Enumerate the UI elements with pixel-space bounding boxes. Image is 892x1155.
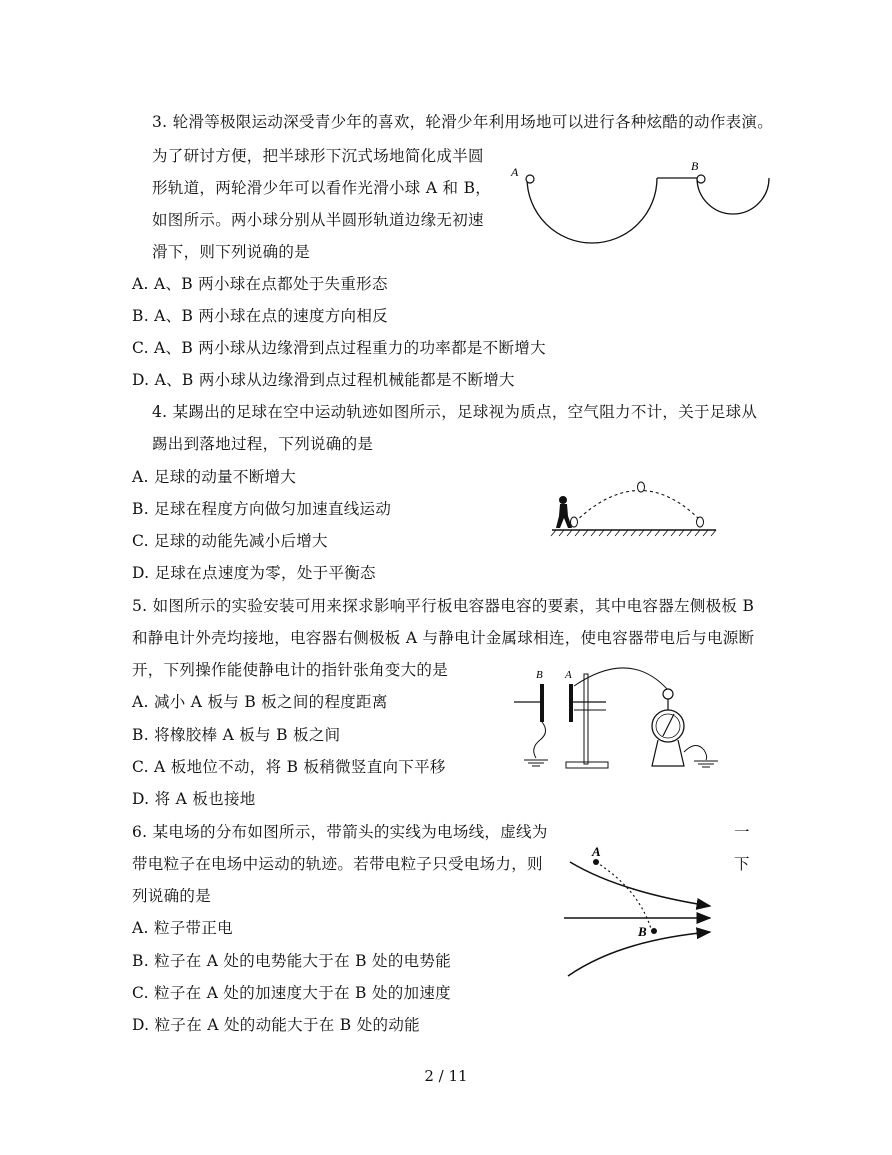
q3-option-b: B. A、B 两小球在点的速度方向相反	[132, 307, 388, 325]
q6-option-a: A. 粒子带正电	[132, 919, 233, 937]
label-b: B	[638, 924, 647, 939]
q3-stem-line2: 为了研讨方便，把半球形下沉式场地简化成半圆	[152, 147, 484, 165]
q4-option-b: B. 足球在程度方向做匀加速直线运动	[132, 500, 392, 518]
q3-option-c: C. A、B 两小球从边缘滑到点过程重力的功率都是不断增大	[132, 339, 546, 357]
label-a: A	[565, 669, 572, 681]
q6-stem-line1: 6. 某电场的分布如图所示，带箭头的实线为电场线，虚线为	[132, 823, 548, 841]
label-b: B	[691, 159, 699, 173]
q3-stem-line3: 形轨道，两轮滑少年可以看作光滑小球 A 和 B，	[152, 179, 492, 197]
q3-option-d: D. A、B 两小球从边缘滑到点过程机械能都是不断增大	[132, 371, 515, 389]
player-figure	[556, 496, 572, 528]
q3-stem-line4: 如图所示。两小球分别从半圆形轨道边缘无初速	[152, 211, 484, 229]
q5-stem-line3: 开，下列操作能使静电计的指针张角变大的是	[132, 661, 449, 679]
q4-option-d: D. 足球在点速度为零，处于平衡态	[132, 564, 376, 582]
q6-stem-line3: 列说确的是	[132, 887, 212, 905]
q5-capacitor-electroscope-figure	[510, 662, 730, 774]
q6-option-d: D. 粒子在 A 处的动能大于在 B 处的动能	[132, 1016, 420, 1034]
q6-stem-line1-tail: 一	[734, 823, 750, 841]
q3-stem-line5: 滑下，则下列说确的是	[152, 243, 311, 261]
q5-stem-line1: 5. 如图所示的实验安装可用来探求影响平行板电容器电容的要素，其中电容器左侧极板 B	[132, 597, 755, 615]
q4-option-a: A. 足球的动量不断增大	[132, 468, 297, 486]
label-a: A	[511, 165, 519, 179]
q5-stem-line2: 和静电计外壳均接地，电容器右侧极板 A 与静电计金属球相连，使电容器带电后与电源断	[132, 629, 755, 647]
label-b: B	[536, 669, 543, 681]
q4-football-trajectory-figure	[550, 478, 720, 540]
label-a: A	[592, 844, 601, 859]
q3-option-a: A. A、B 两小球在点都处于失重形态	[132, 275, 388, 293]
ball-a	[526, 175, 534, 183]
q6-electric-field-figure	[560, 840, 720, 980]
page-number: 2 / 11	[424, 1067, 468, 1085]
q3-stem-line1: 3. 轮滑等极限运动深受青少年的喜欢，轮滑少年利用场地可以进行各种炫酷的动作表演。	[152, 113, 774, 131]
q3-semicircle-track-figure	[505, 158, 775, 250]
q6-stem-line2-tail: 下	[734, 855, 750, 873]
q6-stem-line2: 带电粒子在电场中运动的轨迹。若带电粒子只受电场力，则	[132, 855, 543, 873]
q4-option-c: C. 足球的动能先减小后增大	[132, 532, 328, 550]
q5-option-c: C. A 板地位不动，将 B 板稍微竖直向下平移	[132, 758, 446, 776]
q6-option-c: C. 粒子在 A 处的加速度大于在 B 处的加速度	[132, 984, 451, 1002]
q5-option-d: D. 将 A 板也接地	[132, 790, 256, 808]
q4-stem-line1: 4. 某踢出的足球在空中运动轨迹如图所示，足球视为质点，空气阻力不计，关于足球从	[152, 403, 758, 421]
q5-option-b: B. 将橡胶棒 A 板与 B 板之间	[132, 726, 341, 744]
q5-option-a: A. 减小 A 板与 B 板之间的程度距离	[132, 693, 388, 711]
ball-b	[697, 175, 705, 183]
q4-stem-line2: 踢出到落地过程，下列说确的是	[152, 435, 374, 453]
q6-option-b: B. 粒子在 A 处的电势能大于在 B 处的电势能	[132, 952, 452, 970]
